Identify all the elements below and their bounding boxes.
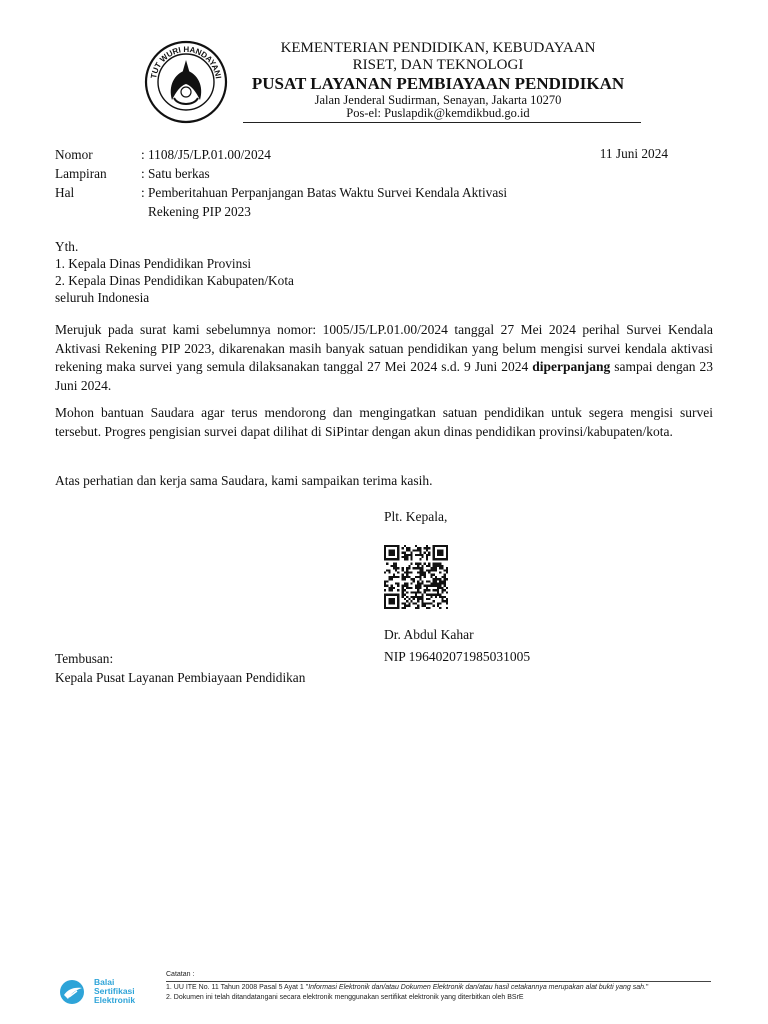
note-1-b: " [645, 984, 649, 991]
agency-name: PUSAT LAYANAN PEMBIAYAAN PENDIDIKAN [251, 74, 625, 93]
bsre-logo [58, 978, 135, 1005]
bsre-text [94, 978, 135, 1005]
bsre-line1: Balai [94, 977, 115, 987]
qr-modules [384, 545, 448, 609]
agency-address: Jalan Jenderal Sudirman, Senayan, Jakarta 10270 [314, 92, 562, 107]
note-1-a: 1. UU ITE No. 11 Tahun 2008 Pasal 5 Ayat 1 " [166, 984, 309, 991]
ministry-name-line2: RISET, DAN TEKNOLOGI [352, 56, 524, 73]
recipient-3: seluruh Indonesia [55, 290, 150, 305]
svg-text:TUT WURI HANDAYANI: TUT WURI HANDAYANI [149, 44, 223, 80]
letter-date: 11 Juni 2024 [599, 146, 668, 161]
recipient-1: 1. Kepala Dinas Pendidikan Provinsi [55, 256, 252, 271]
nomor-label: Nomor [55, 147, 93, 162]
tembusan-label: Tembusan: [55, 651, 114, 666]
hal-value-line2: Rekening PIP 2023 [148, 204, 251, 219]
body-p1-text-b: sampai dengan 23 Juni 2024. [55, 359, 713, 393]
body-paragraph-2: Mohon bantuan Saudara agar terus mendorong dan mengingatkan satuan pendidikan untuk segera mengisi survei tersebut. Progres pengisian survei dapat dilihat di SiPintar dengan akun dinas pendidikan provinsi/kabupaten/kota. [55, 405, 713, 439]
notes-heading: Catatan : [166, 971, 195, 978]
recipient-2: 2. Kepala Dinas Pendidikan Kabupaten/Kota [55, 273, 294, 288]
agency-email: Pos-el: Puslapdik@kemdikbud.go.id [346, 106, 530, 121]
signatory-name: Dr. Abdul Kahar [384, 627, 474, 642]
body-paragraph-1 [55, 321, 713, 395]
signature-qr-code [384, 545, 448, 609]
nomor-value: : 1108/J5/LP.01.00/2024 [141, 147, 271, 162]
recipient-yth: Yth. [55, 239, 79, 254]
signatory-nip: NIP 196402071985031005 [384, 649, 531, 664]
note-1 [166, 983, 711, 993]
footer-notes [166, 970, 711, 1003]
bsre-line2: Sertifikasi [94, 986, 135, 996]
hal-label: Hal [55, 185, 75, 200]
body-p1-bold: diperpanjang [532, 359, 611, 375]
lampiran-label: Lampiran [55, 166, 107, 181]
body-paragraph-3: Atas perhatian dan kerja sama Saudara, kami sampaikan terima kasih. [55, 473, 433, 488]
note-1-italic: Informasi Elektronik dan/atau Dokumen Elektronik dan/atau hasil cetakannya merupakan alat bukti yang sah. [308, 984, 646, 991]
letterhead-text [236, 40, 640, 121]
hal-value-line1: : Pemberitahuan Perpanjangan Batas Waktu Survei Kendala Aktivasi [141, 185, 508, 200]
bsre-emblem-icon [58, 979, 90, 1005]
signatory-title: Plt. Kepala, [384, 509, 448, 524]
note-2: 2. Dokumen ini telah ditandatangani secara elektronik menggunakan sertifikat elektronik yang diterbitkan oleh BSrE [166, 994, 524, 1001]
notes-divider [166, 981, 711, 982]
tut-wuri-handayani-logo [144, 40, 228, 124]
body-p1-text-a: Merujuk pada surat kami sebelumnya nomor: 1005/J5/LP.01.00/2024 tanggal 27 Mei 2024 perihal Survei Kendala Aktivasi Rekening PIP 2023, dikarenakan masih banyak satuan pendidikan yang belum mengisi survei kendala aktivasi rekening maka survei yang semula dilaksanakan tanggal 27 Mei 2024 s.d. 9 Juni 2024 [55, 322, 713, 375]
lampiran-value: : Satu berkas [141, 166, 210, 181]
bsre-line3: Elektronik [94, 995, 136, 1005]
tembusan-item: Kepala Pusat Layanan Pembiayaan Pendidikan [55, 670, 306, 685]
ministry-name-line1: KEMENTERIAN PENDIDIKAN, KEBUDAYAAN [280, 40, 596, 56]
letterhead-divider [243, 122, 641, 123]
